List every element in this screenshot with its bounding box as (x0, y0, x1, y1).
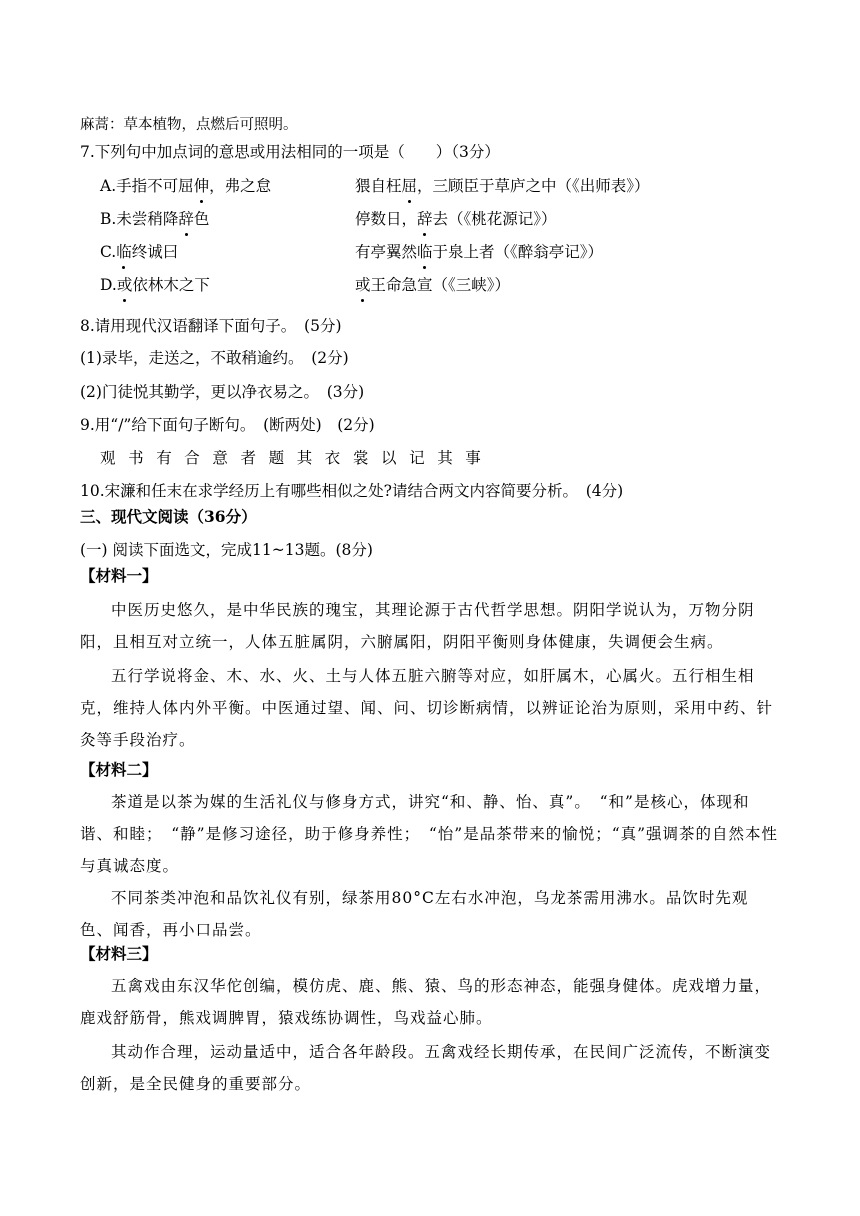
question-10-stem: 10.宋濂和任末在求学经历上有哪些相似之处?请结合两文内容简要分析。 (4分) (80, 482, 624, 500)
part-1-instruction: (一) 阅读下面选文，完成11~13题。(8分) (80, 541, 373, 559)
question-9-sentence: 观书有合意者题其衣裳以记其事 (100, 449, 494, 467)
emphasis-dot-word: 伸 (193, 177, 210, 195)
emphasis-dot-word: 临 (417, 243, 433, 261)
material-3-paragraph-2: 其动作合理，运动量适中，适合各年龄段。五禽戏经长期传承，在民间广泛流传，不断演变创新，是全民健身的重要部分。 (80, 1043, 772, 1093)
section-3-heading: 三、现代文阅读（36分） (80, 507, 257, 526)
emphasis-dot-word: 临 (116, 243, 132, 261)
material-3-paragraph-1: 五禽戏由东汉华佗创编，模仿虎、鹿、熊、猿、鸟的形态神态，能强身健体。虎戏增力量，鹿戏舒筋骨，熊戏调脾胃，猿戏练协调性，鸟戏益心肺。 (80, 977, 772, 1027)
material-2-title: 【材料二】 (80, 760, 158, 779)
material-1-paragraph-1: 中医历史悠久，是中华民族的瑰宝，其理论源于古代哲学思想。阴阳学说认为，万物分阴阳，且相互对立统一，人体五脏属阴，六腑属阳，阴阳平衡则身体健康，失调便会生病。 (80, 601, 755, 651)
question-7-stem: 7.下列句中加点词的意思或用法相同的一项是（ ）（3分） (80, 143, 500, 161)
emphasis-dot-word: 或 (116, 276, 133, 294)
material-1-paragraph-2: 五行学说将金、木、水、火、土与人体五脏六腑等对应，如肝属木，心属火。五行相生相克，维持人体内外平衡。中医通过望、闻、问、切诊断病情，以辨证论治为原则，采用中药、针灸等手段治疗。 (80, 667, 774, 749)
q7-option-b-left: B.未尝稍降辞色 (100, 210, 210, 228)
emphasis-dot-word: 屈 (401, 177, 418, 195)
material-3-title: 【材料三】 (80, 944, 158, 963)
question-8-sentence-2: (2)门徒悦其勤学，更以净衣易之。 (3分) (80, 383, 365, 401)
material-2-paragraph-2: 不同茶类冲泡和品饮礼仪有别，绿茶用80°C左右水冲泡，乌龙茶需用沸水。品饮时先观色、闻香，再小口品尝。 (80, 889, 749, 939)
q7-option-a-left: A.手指不可屈伸，弗之怠 (100, 177, 272, 195)
material-1-title: 【材料一】 (80, 566, 158, 585)
q7-option-c-right: 有亭翼然临于泉上者（《醉翁亭记》） (355, 243, 604, 261)
material-2-paragraph-1: 茶道是以茶为媒的生活礼仪与修身方式，讲究“和、静、怡、真”。 “和”是核心，体现和谐、和睦； “静”是修习途径，助于修身养性； “怡”是品茶带来的愉悦；“真”强调茶的自然本性与真诚态度。 (80, 793, 779, 875)
question-8-sentence-1: (1)录毕，走送之，不敢稍逾约。 (2分) (80, 349, 349, 367)
question-9-stem: 9.用“/”给下面句子断句。 (断两处) (2分) (80, 416, 375, 434)
emphasis-dot-word: 辞 (178, 210, 194, 228)
q7-option-d-left: D.或依林木之下 (100, 276, 210, 294)
question-8-stem: 8.请用现代汉语翻译下面句子。 (5分) (80, 317, 342, 335)
note-line: 麻蒿：草本植物，点燃后可照明。 (80, 117, 298, 133)
q7-option-a-right: 猥自枉屈，三顾臣于草庐之中（《出师表》） (355, 177, 650, 195)
q7-option-d-right: 或王命急宣（《三峡》） (355, 276, 511, 294)
emphasis-dot-word: 或 (355, 276, 371, 294)
emphasis-dot-word: 辞 (417, 210, 433, 228)
q7-option-b-right: 停数日，辞去（《桃花源记》） (355, 210, 557, 228)
q7-option-c-left: C.临终诚曰 (100, 243, 179, 261)
